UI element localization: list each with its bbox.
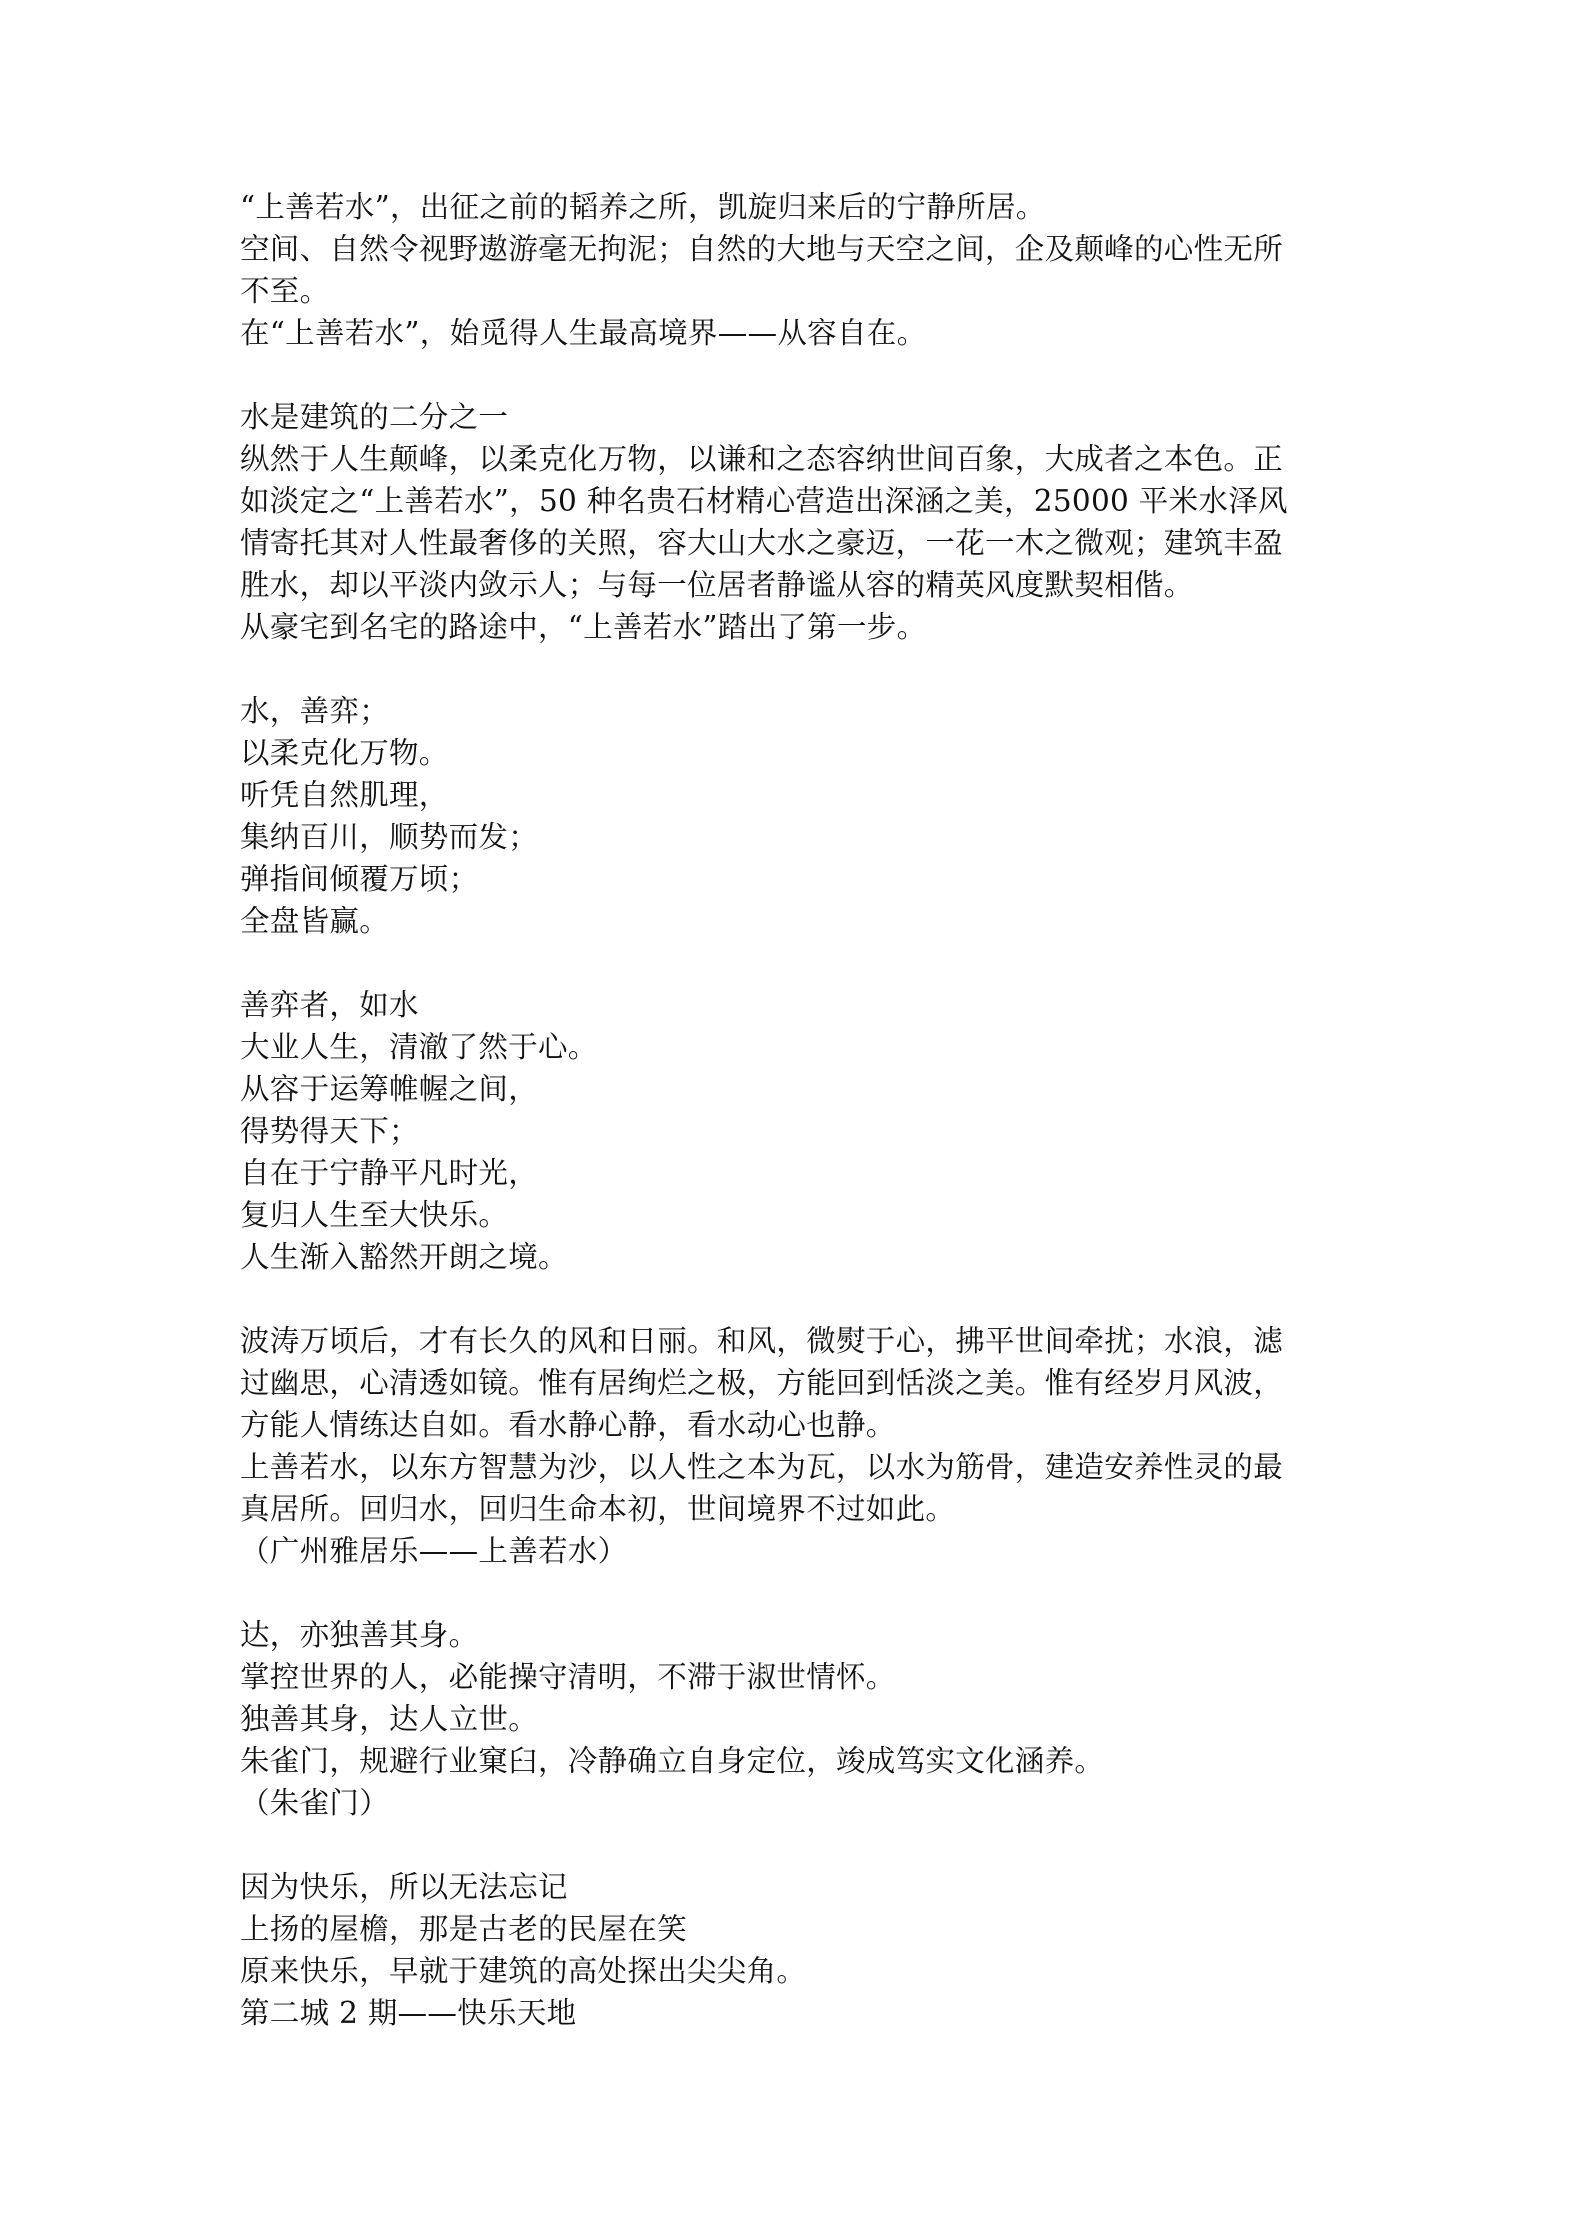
paragraph-4: [240, 984, 1360, 1278]
text-line: 独善其身，达人立世。: [240, 1702, 539, 1736]
paragraph-gap: [240, 1572, 1360, 1614]
text-line: 空间、自然令视野遨游毫无拘泥；自然的大地与天空之间，企及颠峰的心性无所: [240, 232, 1284, 266]
text-line: “上善若水”，出征之前的韬养之所，凯旋归来后的宁静所居。: [240, 190, 1046, 224]
text-line: 从容于运筹帷幄之间，: [240, 1072, 539, 1106]
text-line: 在“上善若水”，始觅得人生最高境界——从容自在。: [240, 316, 927, 350]
text-line: 方能人情练达自如。看水静心静，看水动心也静。: [240, 1408, 896, 1442]
text-line: 得势得天下；: [240, 1114, 419, 1148]
paragraph-1: [240, 186, 1360, 354]
text-line: 从豪宅到名宅的路途中，“上善若水”踏出了第一步。: [240, 610, 927, 644]
paragraph-gap: [240, 1278, 1360, 1320]
text-line: （朱雀门）: [240, 1786, 390, 1820]
paragraph-7: [240, 1866, 1360, 2034]
paragraph-5: [240, 1320, 1360, 1572]
text-line: 复归人生至大快乐。: [240, 1198, 509, 1232]
text-line: 纵然于人生颠峰，以柔克化万物，以谦和之态容纳世间百象，大成者之本色。正: [240, 442, 1284, 476]
text-line: 过幽思，心清透如镜。惟有居绚烂之极，方能回到恬淡之美。惟有经岁月风波，: [240, 1366, 1284, 1400]
text-line: 原来快乐，早就于建筑的高处探出尖尖角。: [240, 1954, 807, 1988]
text-line: 胜水，却以平淡内敛示人；与每一位居者静谧从容的精英风度默契相偕。: [240, 568, 1194, 602]
text-line: 掌控世界的人，必能操守清明，不滞于淑世情怀。: [240, 1660, 896, 1694]
text-line: 波涛万顷后，才有长久的风和日丽。和风，微熨于心，拂平世间牵扰；水浪，滤: [240, 1324, 1284, 1358]
text-line: 听凭自然肌理，: [240, 778, 449, 812]
paragraph-gap: [240, 648, 1360, 690]
paragraph-3: [240, 690, 1360, 942]
text-line: 情寄托其对人性最奢侈的关照，容大山大水之豪迈，一花一木之微观；建筑丰盈: [240, 526, 1284, 560]
text-line: 如淡定之“上善若水”，50 种名贵石材精心营造出深涵之美，25000 平米水泽风: [240, 484, 1288, 518]
text-line: 水是建筑的二分之一: [240, 400, 509, 434]
text-line: 大业人生，清澈了然于心。: [240, 1030, 598, 1064]
text-line: 集纳百川，顺势而发；: [240, 820, 539, 854]
paragraph-gap: [240, 354, 1360, 396]
text-line: 达，亦独善其身。: [240, 1618, 479, 1652]
text-line: 朱雀门，规避行业窠臼，冷静确立自身定位，竣成笃实文化涵养。: [240, 1744, 1105, 1778]
paragraph-6: [240, 1614, 1360, 1824]
text-line: 不至。: [240, 274, 330, 308]
paragraph-gap: [240, 1824, 1360, 1866]
text-line: 因为快乐，所以无法忘记: [240, 1870, 568, 1904]
text-line: 水，善弈；: [240, 694, 390, 728]
text-line: 弹指间倾覆万顷；: [240, 862, 479, 896]
text-line: （广州雅居乐——上善若水）: [240, 1534, 628, 1568]
text-line: 全盘皆赢。: [240, 904, 390, 938]
document-body: [240, 186, 1360, 2034]
text-line: 以柔克化万物。: [240, 736, 449, 770]
text-line: 善弈者，如水: [240, 988, 419, 1022]
text-line: 真居所。回归水，回归生命本初，世间境界不过如此。: [240, 1492, 956, 1526]
text-line: 上善若水，以东方智慧为沙，以人性之本为瓦，以水为筋骨，建造安养性灵的最: [240, 1450, 1284, 1484]
text-line: 第二城 2 期——快乐天地: [240, 1996, 577, 2030]
text-line: 人生渐入豁然开朗之境。: [240, 1240, 568, 1274]
text-line: 上扬的屋檐，那是古老的民屋在笑: [240, 1912, 688, 1946]
text-line: 自在于宁静平凡时光，: [240, 1156, 539, 1190]
paragraph-2: [240, 396, 1360, 648]
paragraph-gap: [240, 942, 1360, 984]
